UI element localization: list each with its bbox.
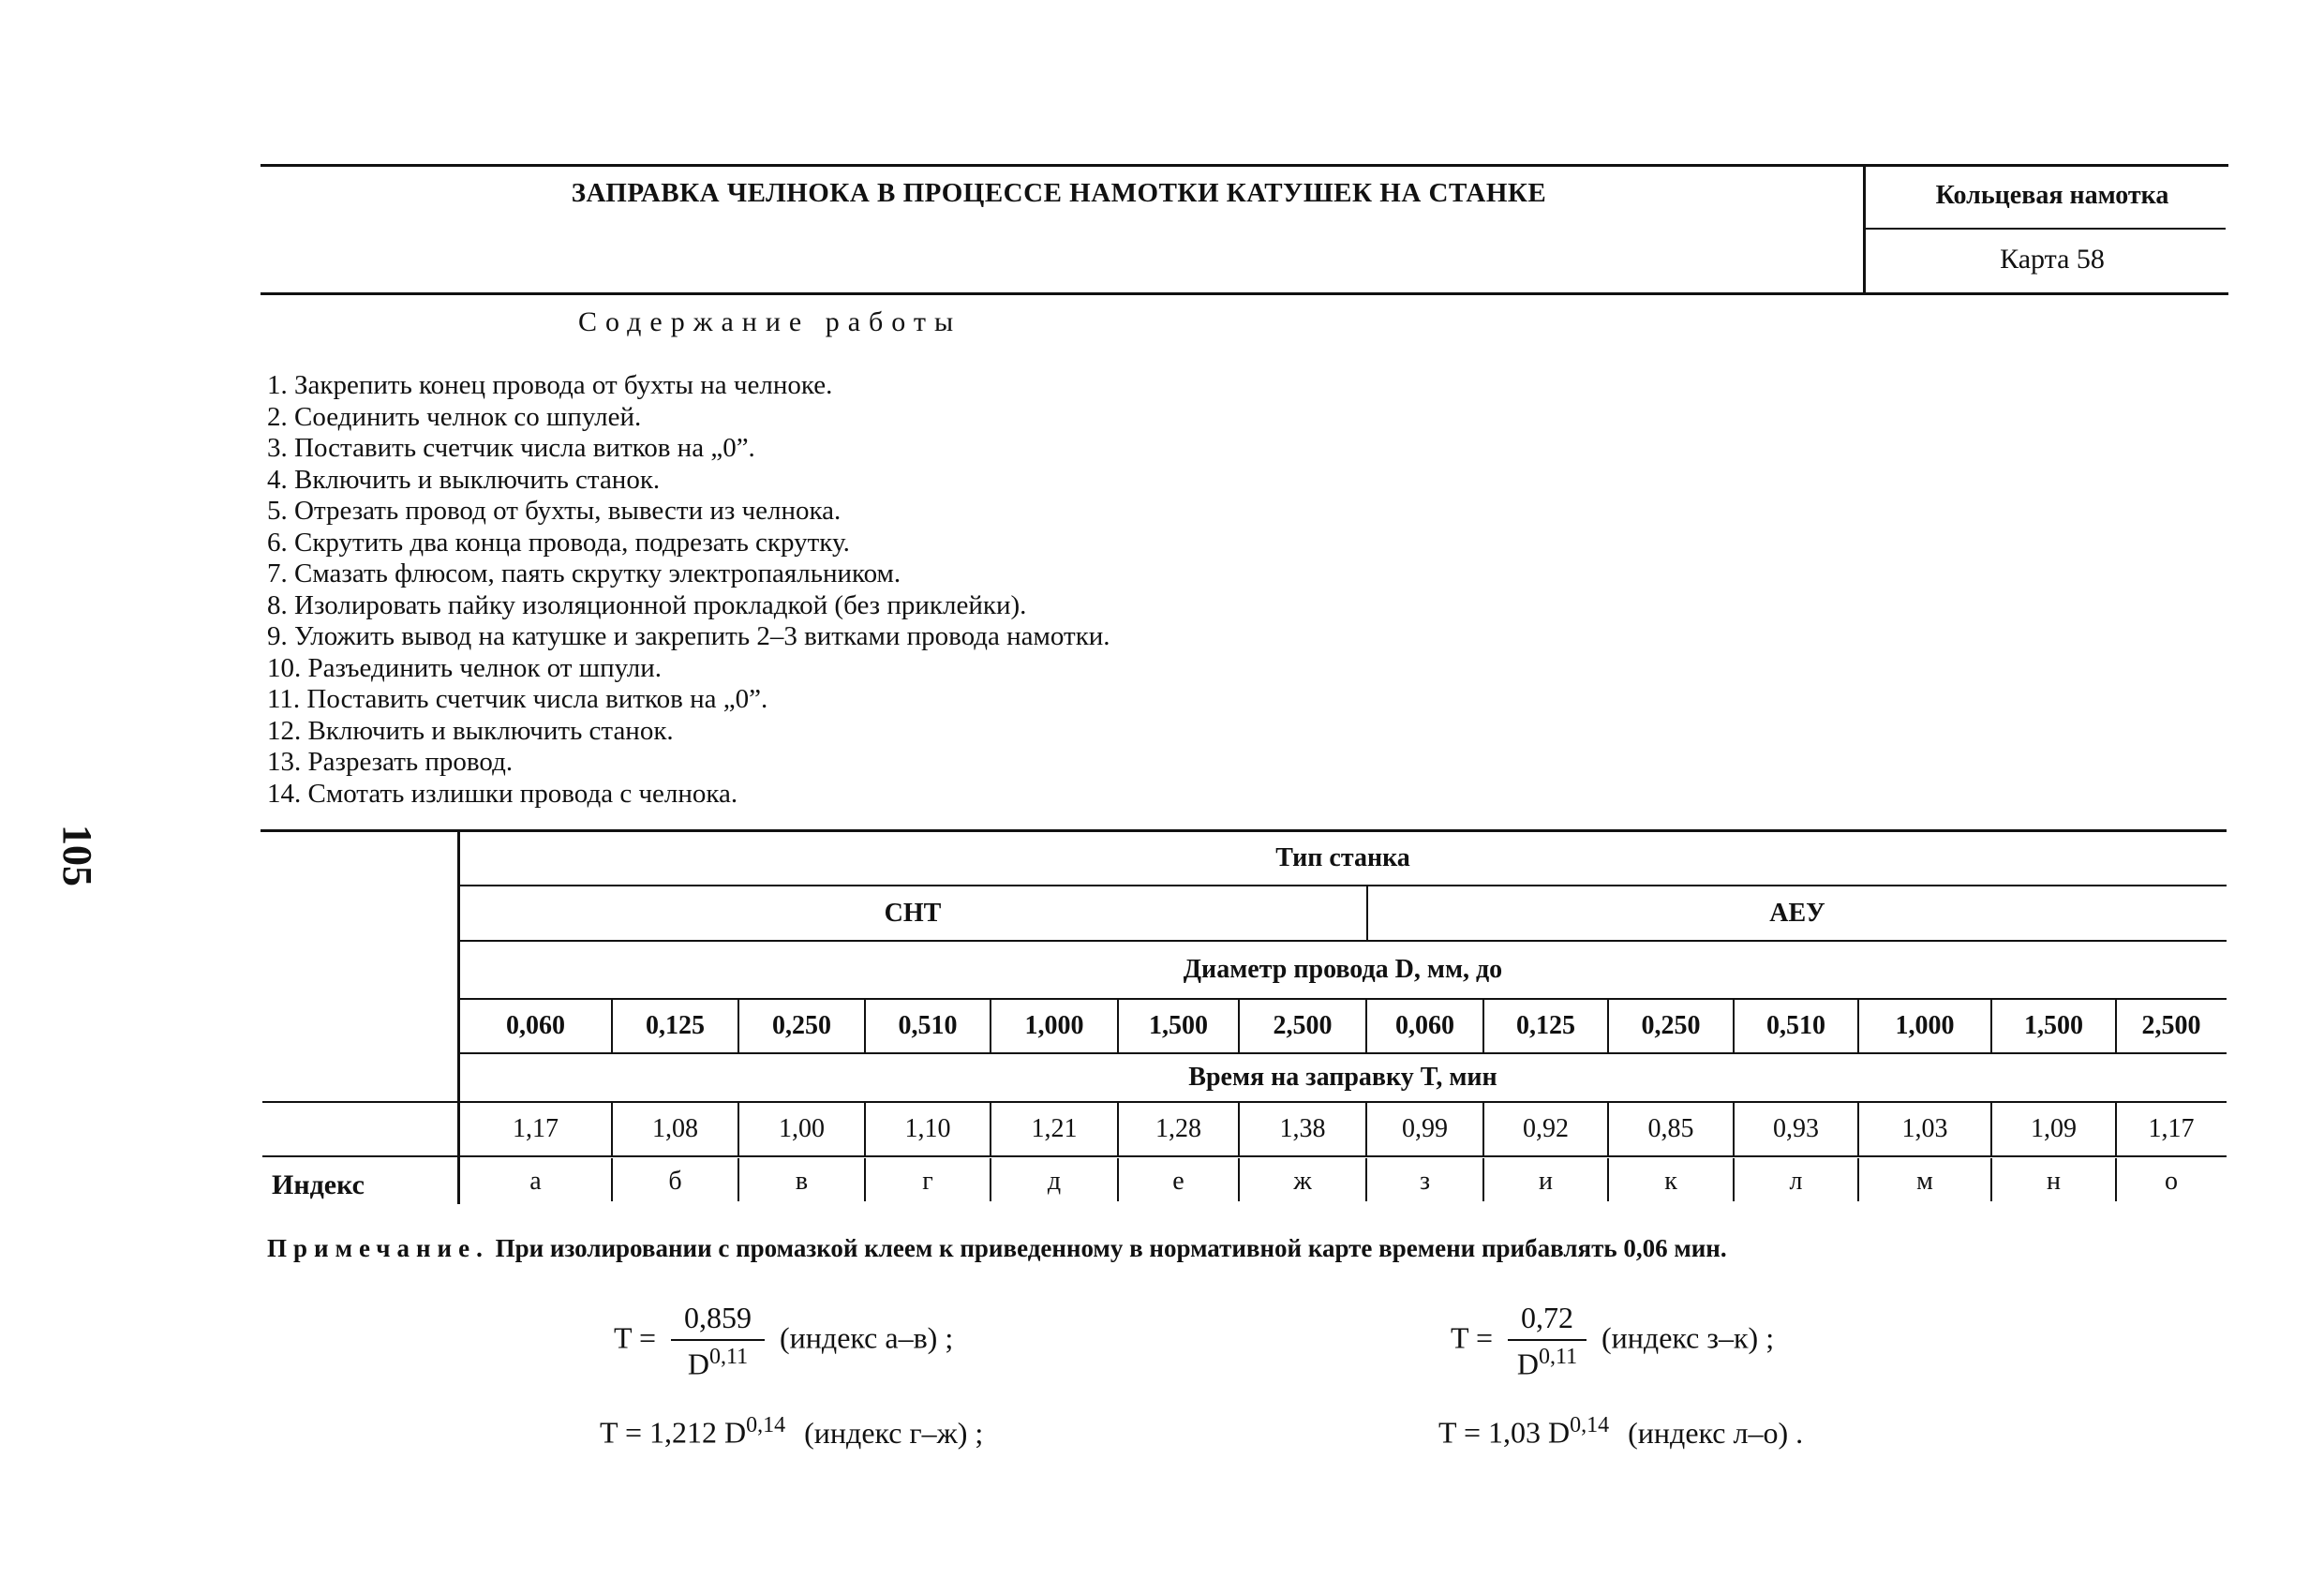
time-cell: 1,38	[1279, 1114, 1326, 1143]
time-cell: 1,21	[1031, 1114, 1078, 1143]
table-column-rule	[990, 1000, 991, 1052]
diameter-cell: 1,000	[1895, 1011, 1955, 1040]
diameter-cell: 0,125	[646, 1011, 705, 1040]
time-cell: 1,09	[2031, 1114, 2077, 1143]
formula-lhs: T =	[1451, 1320, 1494, 1355]
work-step: 2. Соединить челнок со шпулей.	[267, 401, 642, 432]
formula-numerator: 0,859	[671, 1301, 765, 1341]
formula-exponent: 0,14	[746, 1413, 786, 1437]
time-cell: 1,17	[513, 1114, 559, 1143]
table-column-rule	[1117, 1158, 1119, 1201]
index-cell: з	[1419, 1167, 1431, 1196]
table-column-rule	[1607, 1103, 1609, 1155]
diameter-cell: 0,250	[1641, 1011, 1701, 1040]
work-step: 5. Отрезать провод от бухты, вывести из челнока.	[267, 496, 842, 526]
formula-a-v	[614, 1301, 953, 1382]
table-column-rule	[1990, 1158, 1992, 1201]
diameter-cell: 1,000	[1024, 1011, 1084, 1040]
table-column-rule	[2115, 1158, 2117, 1201]
work-step: 4. Включить и выключить станок.	[267, 464, 661, 495]
table-column-rule	[1607, 1000, 1609, 1052]
work-step: 13. Разрезать провод.	[267, 747, 514, 777]
table-column-rule	[1990, 1000, 1992, 1052]
formula-exponent: 0,11	[1539, 1345, 1578, 1369]
index-cell: и	[1539, 1167, 1553, 1196]
formula-note: (индекс л–о) .	[1628, 1415, 1804, 1450]
page-number: 105	[54, 825, 100, 886]
diameter-cell: 2,500	[2141, 1011, 2201, 1040]
table-column-rule	[1482, 1000, 1484, 1052]
header-top-rule	[261, 164, 2228, 167]
index-cell: г	[922, 1167, 933, 1196]
index-cell: ж	[1293, 1167, 1312, 1196]
formula-base: D	[1516, 1347, 1540, 1381]
table-column-rule	[611, 1103, 613, 1155]
note-text: При изолировании с промазкой клеем к приведенному в нормативной карте времени прибавлять 0,06 мин.	[495, 1234, 1727, 1262]
formula-note: (индекс з–к) ;	[1601, 1320, 1775, 1355]
work-step: 9. Уложить вывод на катушке и закрепить 2–3 витками провода намотки.	[267, 621, 1110, 651]
table-column-rule	[1857, 1158, 1859, 1201]
formula-lhs: T =	[614, 1320, 657, 1355]
index-cell: е	[1172, 1167, 1184, 1196]
work-step: 3. Поставить счетчик числа витков на „0”.	[267, 433, 755, 463]
table-column-rule	[737, 1158, 739, 1201]
table-column-rule	[990, 1103, 991, 1155]
time-cell: 1,08	[652, 1114, 698, 1143]
work-step: 11. Поставить счетчик числа витков на „0”.	[267, 684, 768, 714]
table-column-rule	[611, 1158, 613, 1201]
work-step: 14. Смотать излишки провода с челнока.	[267, 778, 738, 809]
machine-type-snt: СНТ	[884, 898, 942, 928]
formula-base: D	[687, 1347, 710, 1381]
work-step: 8. Изолировать пайку изоляционной прокладкой (без приклейки).	[267, 589, 1027, 620]
time-cell: 0,85	[1647, 1114, 1694, 1143]
table-column-rule	[1482, 1103, 1484, 1155]
table-column-rule	[1733, 1103, 1735, 1155]
work-step: 1. Закрепить конец провода от бухты на челноке.	[267, 370, 833, 400]
table-column-rule	[864, 1000, 866, 1052]
index-cell: о	[2165, 1167, 2178, 1196]
formula-denominator	[671, 1341, 765, 1382]
formula-g-zh	[600, 1413, 983, 1451]
formula-l-o	[1438, 1413, 1803, 1451]
table-column-rule	[1857, 1103, 1859, 1155]
formula-exponent: 0,14	[1570, 1413, 1610, 1437]
work-step: 12. Включить и выключить станок.	[267, 715, 674, 746]
formula-lhs: T = 1,212 D	[600, 1415, 747, 1450]
formula-lhs: T = 1,03 D	[1438, 1415, 1571, 1450]
table-column-rule	[1117, 1000, 1119, 1052]
time-cell: 0,92	[1523, 1114, 1569, 1143]
diameter-cell: 0,060	[506, 1011, 565, 1040]
diameter-cell: 1,500	[2024, 1011, 2083, 1040]
formula-fraction	[1508, 1301, 1587, 1382]
table-column-rule	[1990, 1103, 1992, 1155]
content-heading: Содержание работы	[578, 306, 962, 337]
index-cell: м	[1916, 1167, 1933, 1196]
time-cell: 1,28	[1155, 1114, 1201, 1143]
index-cell: л	[1789, 1167, 1803, 1196]
table-column-rule	[1482, 1158, 1484, 1201]
diameter-header: Диаметр провода D, мм, до	[1183, 955, 1503, 984]
index-cell: а	[529, 1167, 542, 1196]
time-cell: 1,03	[1901, 1114, 1948, 1143]
formula-note: (индекс г–ж) ;	[804, 1415, 984, 1450]
diameter-cell: 0,250	[772, 1011, 831, 1040]
diameter-cell: 0,510	[1766, 1011, 1825, 1040]
index-cell: н	[2047, 1167, 2061, 1196]
machine-type-header: Тип станка	[1275, 843, 1410, 872]
table-column-rule	[864, 1158, 866, 1201]
table-column-rule	[1857, 1000, 1859, 1052]
table-column-rule	[1365, 1000, 1367, 1052]
table-column-rule	[737, 1103, 739, 1155]
table-column-rule	[1365, 1103, 1367, 1155]
header-bottom-rule	[261, 292, 2228, 295]
formula-numerator: 0,72	[1508, 1301, 1587, 1341]
index-cell: к	[1664, 1167, 1677, 1196]
table-column-rule	[1238, 1103, 1240, 1155]
table-column-rule	[990, 1158, 991, 1201]
index-cell: б	[668, 1167, 682, 1196]
table-column-rule	[1607, 1158, 1609, 1201]
table-column-rule	[737, 1000, 739, 1052]
page-title: ЗАПРАВКА ЧЕЛНОКА В ПРОЦЕССЕ НАМОТКИ КАТУШЕК НА СТАНКЕ	[571, 178, 1547, 208]
index-label: Индекс	[272, 1169, 365, 1200]
work-step: 10. Разъединить челнок от шпули.	[267, 652, 663, 683]
table-column-rule	[1365, 1158, 1367, 1201]
diameter-cell: 1,500	[1149, 1011, 1208, 1040]
table-column-rule	[1733, 1158, 1735, 1201]
time-cell: 1,00	[779, 1114, 825, 1143]
index-cell: д	[1047, 1167, 1062, 1196]
table-column-rule	[611, 1000, 613, 1052]
time-cell: 0,93	[1773, 1114, 1819, 1143]
formula-z-k	[1451, 1301, 1774, 1382]
work-step: 6. Скрутить два конца провода, подрезать скрутку.	[267, 527, 850, 558]
table-column-rule	[1117, 1103, 1119, 1155]
table-column-rule	[1238, 1000, 1240, 1052]
time-header: Время на заправку T, мин	[1188, 1063, 1497, 1092]
formula-fraction	[671, 1301, 765, 1382]
diameter-cell: 2,500	[1273, 1011, 1333, 1040]
index-cell: в	[795, 1167, 809, 1196]
diameter-cell: 0,510	[898, 1011, 958, 1040]
note-lead: Примечание.	[267, 1234, 489, 1262]
table-column-rule	[1238, 1158, 1240, 1201]
work-steps-list	[267, 370, 1110, 810]
time-cell: 0,99	[1402, 1114, 1448, 1143]
formula-denominator	[1508, 1341, 1587, 1382]
formula-exponent: 0,11	[709, 1345, 749, 1369]
diameter-cell: 0,060	[1395, 1011, 1454, 1040]
machine-type-aeu: АЕУ	[1769, 898, 1825, 928]
table-column-rule	[1733, 1000, 1735, 1052]
diameter-cell: 0,125	[1516, 1011, 1575, 1040]
section-name: Кольцевая намотка	[1935, 181, 2169, 210]
card-number: Карта 58	[2000, 244, 2105, 275]
table-column-rule	[864, 1103, 866, 1155]
table-column-rule	[2115, 1103, 2117, 1155]
time-cell: 1,17	[2148, 1114, 2195, 1143]
work-step: 7. Смазать флюсом, паять скрутку электропаяльником.	[267, 558, 901, 588]
table-rule	[262, 1155, 2227, 1157]
note	[267, 1234, 1727, 1263]
formula-note: (индекс а–в) ;	[780, 1320, 954, 1355]
header-section-rule	[1865, 228, 2226, 230]
table-column-rule	[2115, 1000, 2117, 1052]
time-cell: 1,10	[904, 1114, 951, 1143]
